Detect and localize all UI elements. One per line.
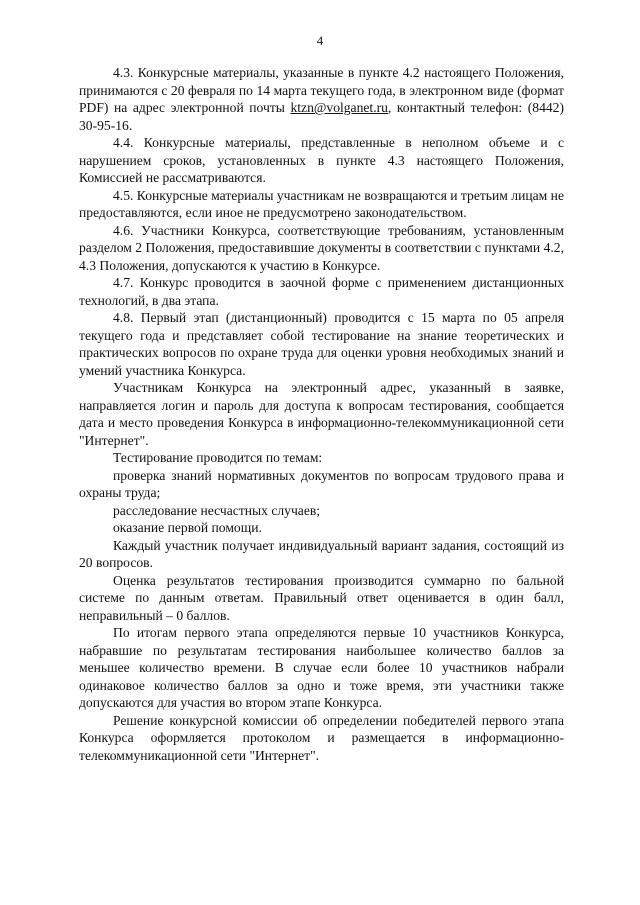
list-item-topic-first-aid: оказание первой помощи. (113, 520, 262, 535)
list-item-topic-law: проверка знаний нормативных документов по вопросам трудового права и охраны труда; (79, 467, 564, 500)
paragraph-individual-variant: Каждый участник получает индивидуальный вариант задания, состоящий из 20 вопросов. (79, 537, 564, 570)
page-number: 4 (316, 33, 324, 48)
paragraph-commission-decision: Решение конкурсной комиссии об определении победителей первого этапа Конкурса оформляется протоколом и размещается в информационно-телекоммуникационной сети "Интернет". (79, 712, 564, 763)
paragraph-testing-topics: Тестирование проводится по темам: (113, 450, 323, 465)
paragraph-login-info: Участникам Конкурса на электронный адрес, указанный в заявке, направляется логин и пароль для доступа к вопросам тестирования, сообщается дата и место проведения Конкурса в информационно-телекоммуникационной сети "Интернет". (79, 380, 564, 448)
paragraph-4-3-text: 4.3. Конкурсные материалы, указанные в пункте 4.2 настоящего Положения, принимаются с 20 февраля по 14 марта текущего года, в электронном виде (формат PDF) на адрес электронной почты (79, 65, 564, 115)
paragraph-4-6: 4.6. Участники Конкурса, соответствующие требованиям, установленным разделом 2 Положения, предоставившие документы в соответствии с пунктами 4.2, 4.3 Положения, допускаются к участию в Конкурсе. (79, 222, 564, 273)
email-link[interactable]: ktzn@volganet.ru (290, 100, 388, 115)
paragraph-4-7: 4.7. Конкурс проводится в заочной форме с применением дистанционных технологий, в два этапа. (79, 275, 564, 308)
paragraph-4-3 (79, 64, 564, 134)
paragraph-scoring: Оценка результатов тестирования производится суммарно по бальной системе по данным ответам. Правильный ответ оценивается в один балл, неправильный – 0 баллов. (79, 572, 564, 623)
paragraph-first-stage-results: По итогам первого этапа определяются первые 10 участников Конкурса, набравшие по результатам тестирования наибольшее количество баллов за меньшее количество времени. В случае если более 10 участников набрали одинаковое количество баллов за одно и тоже время, эти участники также допускаются для участия во втором этапе Конкурса. (79, 625, 564, 710)
paragraph-4-8: 4.8. Первый этап (дистанционный) проводится с 15 марта по 05 апреля текущего года и представляет собой тестирование на знание теоретических и практических вопросов по охране труда для оценки уровня необходимых знаний и умений участника Конкурса. (79, 310, 564, 378)
paragraph-4-5: 4.5. Конкурсные материалы участникам не возвращаются и третьим лицам не предоставляются, если иное не предусмотрено законодательством. (79, 187, 564, 220)
paragraph-4-4: 4.4. Конкурсные материалы, представленные в неполном объеме и с нарушением сроков, установленных в пункте 4.3 настоящего Положения, Комиссией не рассматриваются. (79, 135, 564, 185)
paragraph-4-3-tail: , контактный телефон: (8442) 30-95-16. (79, 100, 565, 133)
list-item-topic-accidents: расследование несчастных случаев; (113, 502, 321, 518)
document-body (79, 64, 564, 764)
